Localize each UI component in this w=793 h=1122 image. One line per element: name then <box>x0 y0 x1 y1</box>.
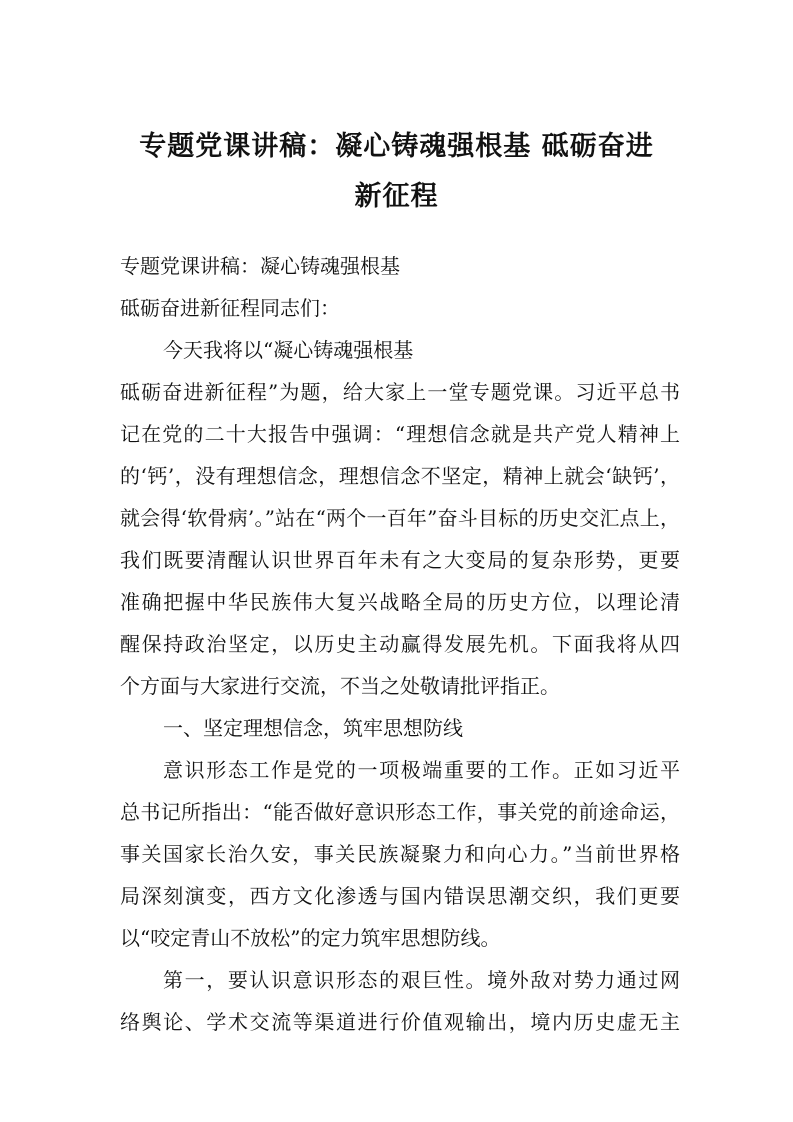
document-title-line-2: 新征程 <box>354 181 439 212</box>
document-title-line-1: 专题党课讲稿：凝心铸魂强根基 砥砺奋进 <box>139 131 654 162</box>
body-line-15: 事关国家长治久安，事关民族凝聚力和向心力。”当前世界格 <box>120 842 680 866</box>
body-line-17: 以“咬定青山不放松”的定力筑牢思想防线。 <box>120 926 501 950</box>
body-line-5: 记在党的二十大报告中强调：“理想信念就是共产党人精神上 <box>120 422 680 446</box>
body-line-18: 第一，要认识意识形态的艰巨性。境外敌对势力通过网 <box>163 968 680 992</box>
body-line-16: 局深刻演变，西方文化渗透与国内错误思潮交织，我们更要 <box>120 884 680 908</box>
body-line-13: 意识形态工作是党的一项极端重要的工作。正如习近平 <box>163 758 680 782</box>
body-line-10: 醒保持政治坚定，以历史主动赢得发展先机。下面我将从四 <box>120 632 680 656</box>
body-line-19: 络舆论、学术交流等渠道进行价值观输出，境内历史虚无主 <box>120 1010 680 1034</box>
body-line-4: 砥砺奋进新征程”为题，给大家上一堂专题党课。习近平总书 <box>120 380 680 404</box>
body-line-14: 总书记所指出：“能否做好意识形态工作，事关党的前途命运， <box>120 800 680 824</box>
body-line-1: 专题党课讲稿：凝心铸魂强根基 <box>120 254 400 278</box>
body-line-2: 砥砺奋进新征程同志们： <box>120 296 340 320</box>
body-line-7: 就会得‘软骨病’。”站在“两个一百年”奋斗目标的历史交汇点上， <box>120 506 680 530</box>
body-line-11: 个方面与大家进行交流，不当之处敬请批评指正。 <box>120 674 560 698</box>
body-line-9: 准确把握中华民族伟大复兴战略全局的历史方位，以理论清 <box>120 590 680 614</box>
body-line-3: 今天我将以“凝心铸魂强根基 <box>163 338 414 362</box>
section-heading-1: 一、坚定理想信念，筑牢思想防线 <box>163 716 463 740</box>
body-line-6: 的‘钙’，没有理想信念，理想信念不坚定，精神上就会‘缺钙’， <box>120 464 680 488</box>
body-line-8: 我们既要清醒认识世界百年未有之大变局的复杂形势，更要 <box>120 548 680 572</box>
